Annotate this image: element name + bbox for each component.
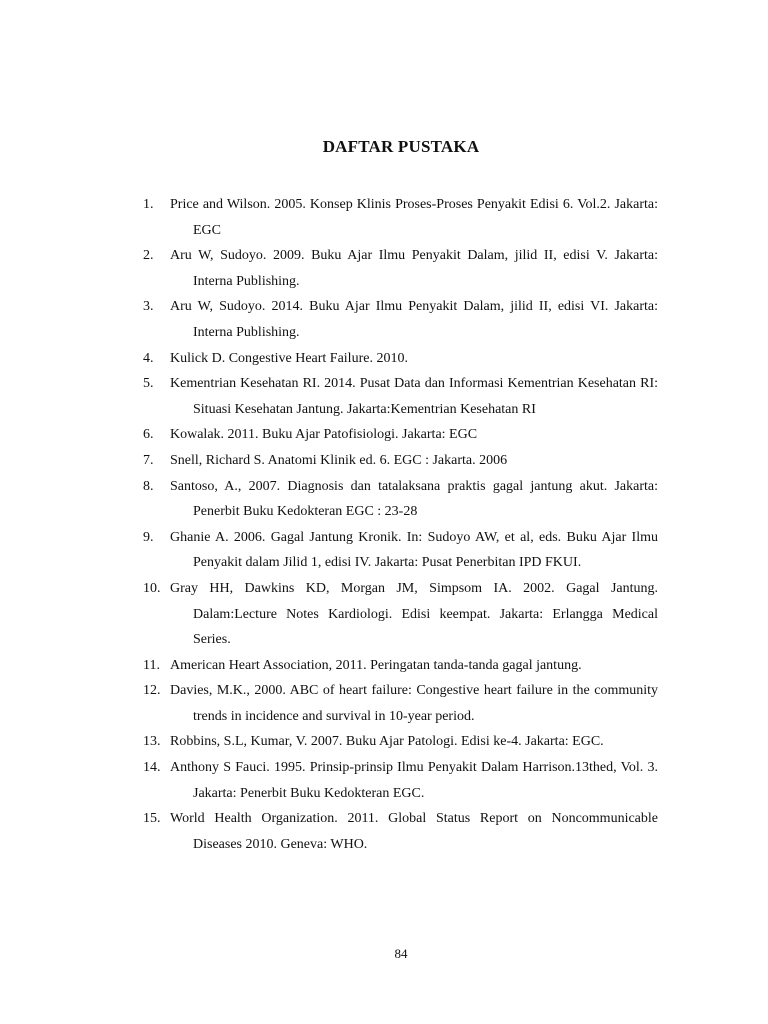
reference-number: 7. <box>143 452 154 468</box>
reference-number: 3. <box>143 299 154 315</box>
reference-text: Kowalak. 2011. Buku Ajar Patofisiologi. Jakarta: EGC <box>170 427 478 443</box>
reference-number: 14. <box>143 760 161 776</box>
reference-list <box>143 192 658 857</box>
reference-text: Ghanie A. 2006. Gagal Jantung Kronik. In: Sudoyo AW, et al, eds. Buku Ajar Ilmu Penyakit dalam Jilid 1, edisi IV. Jakarta: Pusat Penerbitan IPD FKUI. <box>170 529 658 571</box>
page-title: DAFTAR PUSTAKA <box>322 137 480 156</box>
reference-number: 12. <box>143 683 161 699</box>
reference-item <box>143 576 658 653</box>
reference-item <box>143 806 658 857</box>
reference-text: Santoso, A., 2007. Diagnosis dan tatalaksana praktis gagal jantung akut. Jakarta: Penerbit Buku Kedokteran EGC : 23-28 <box>170 478 658 520</box>
reference-text: Kulick D. Congestive Heart Failure. 2010. <box>170 350 408 366</box>
reference-item <box>143 729 658 755</box>
reference-number: 2. <box>143 248 154 264</box>
reference-item <box>143 192 658 243</box>
reference-text: Aru W, Sudoyo. 2014. Buku Ajar Ilmu Penyakit Dalam, jilid II, edisi VI. Jakarta: Interna Publishing. <box>170 299 658 340</box>
reference-item <box>143 294 658 345</box>
reference-item <box>143 525 658 576</box>
reference-number: 13. <box>143 734 161 750</box>
reference-text: Davies, M.K., 2000. ABC of heart failure: Congestive heart failure in the community trends in incidence and survival in 10-year period. <box>170 683 658 724</box>
reference-item <box>143 371 658 422</box>
reference-number: 11. <box>143 657 160 673</box>
page-number: 84 <box>394 946 408 961</box>
reference-text: Kementrian Kesehatan RI. 2014. Pusat Data dan Informasi Kementrian Kesehatan RI: Situasi Kesehatan Jantung. Jakarta:Kementrian Kesehatan RI <box>170 376 658 417</box>
reference-text: World Health Organization. 2011. Global Status Report on Noncommunicable Diseases 2010. Geneva: WHO. <box>170 811 658 852</box>
reference-number: 10. <box>143 580 161 596</box>
reference-number: 5. <box>143 376 154 392</box>
reference-item <box>143 422 658 448</box>
reference-number: 8. <box>143 478 154 494</box>
reference-item <box>143 653 658 679</box>
reference-text: Snell, Richard S. Anatomi Klinik ed. 6. EGC : Jakarta. 2006 <box>170 452 508 468</box>
reference-text: American Heart Association, 2011. Peringatan tanda-tanda gagal jantung. <box>170 657 582 673</box>
reference-item <box>143 346 658 372</box>
reference-item <box>143 448 658 474</box>
reference-text: Aru W, Sudoyo. 2009. Buku Ajar Ilmu Penyakit Dalam, jilid II, edisi V. Jakarta: Interna Publishing. <box>170 248 658 289</box>
reference-number: 9. <box>143 529 154 545</box>
reference-item <box>143 755 658 806</box>
reference-text: Anthony S Fauci. 1995. Prinsip-prinsip Ilmu Penyakit Dalam Harrison.13thed, Vol. 3. Jakarta: Penerbit Buku Kedokteran EGC. <box>170 760 658 801</box>
reference-text: Gray HH, Dawkins KD, Morgan JM, Simpsom IA. 2002. Gagal Jantung. Dalam:Lecture Notes Kardiologi. Edisi keempat. Jakarta: Erlangga Medical Series. <box>170 580 658 648</box>
reference-number: 1. <box>143 197 154 212</box>
reference-item <box>143 243 658 294</box>
reference-number: 15. <box>143 811 161 827</box>
reference-item <box>143 678 658 729</box>
reference-number: 4. <box>143 350 154 366</box>
reference-text: Robbins, S.L, Kumar, V. 2007. Buku Ajar Patologi. Edisi ke-4. Jakarta: EGC. <box>170 734 604 750</box>
reference-item <box>143 474 658 525</box>
reference-text: Price and Wilson. 2005. Konsep Klinis Proses-Proses Penyakit Edisi 6. Vol.2. Jakarta: EGC <box>170 197 658 238</box>
reference-number: 6. <box>143 427 154 443</box>
